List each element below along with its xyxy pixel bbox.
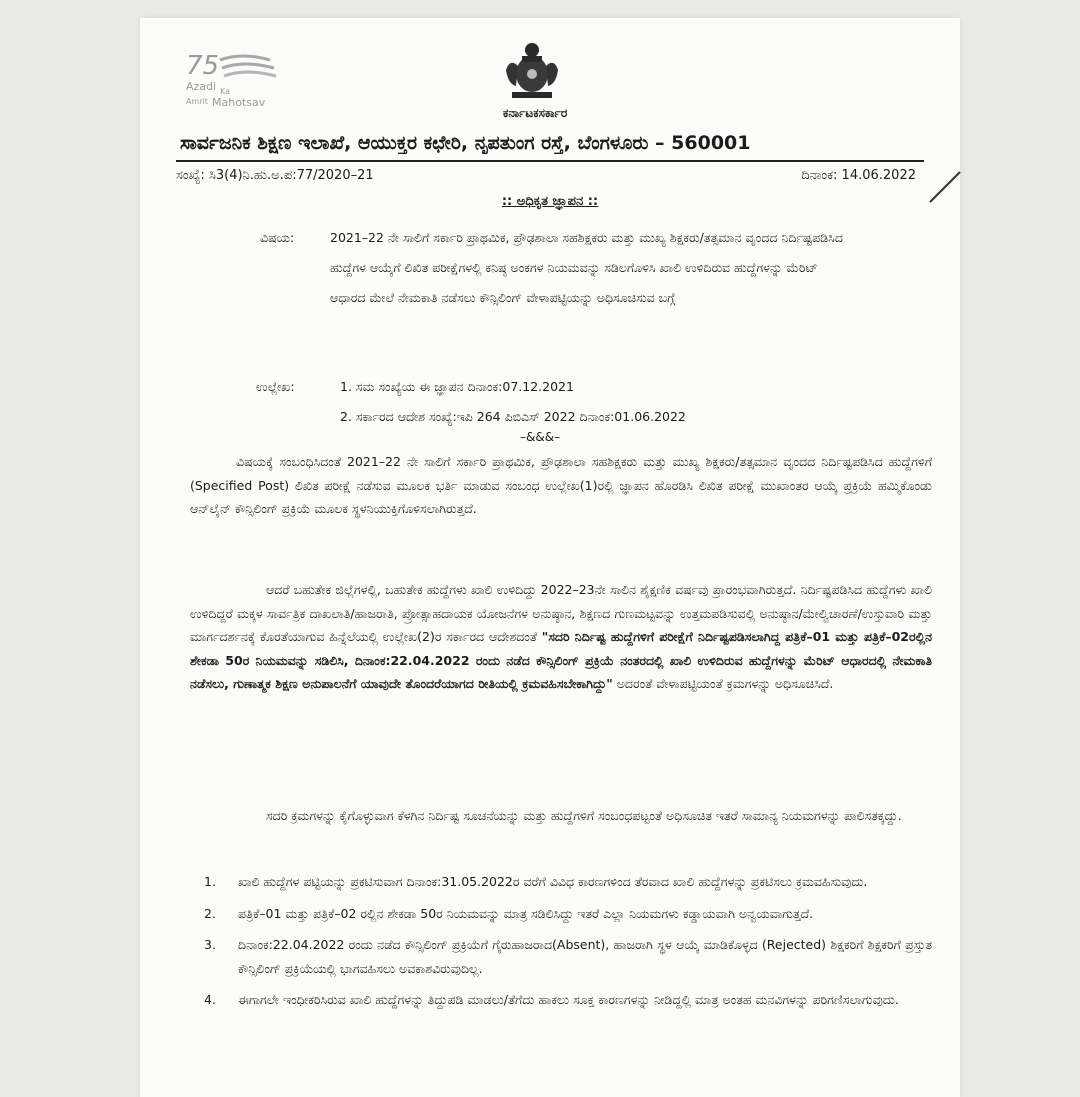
svg-text:Azadi: Azadi xyxy=(186,80,217,93)
reference-1: 1. ಸಮ ಸಂಖ್ಯೆಯ ಈ ಜ್ಞಾಪನ ದಿನಾಂಕ:07.12.2021 xyxy=(340,379,574,394)
paragraph-3: ಸದರಿ ಕ್ರಮಗಳನ್ನು ಕೈಗೊಳ್ಳುವಾಗ ಕೆಳಗಿನ ನಿರ್ದಿಷ್ಟ ಸೂಚನೆಯನ್ನು ಮತ್ತು ಹುದ್ದೆಗಳಿಗೆ ಸಂಬಂಧಪಟ್ಟಂತೆ ಅಧಿಸೂಚಿತ ಇತರೆ ಸಾಮಾನ್ಯ ನಿಯಮಗಳನ್ನು ಪಾಲಿಸತಕ್ಕದ್ದು. xyxy=(266,808,902,823)
list-item: 3. ದಿನಾಂಕ:22.04.2022 ರಂದು ನಡೆದ ಕೌನ್ಸಿಲಿಂಗ್ ಪ್ರಕ್ರಿಯೆಗೆ ಗೈರುಹಾಜರಾದ(Absent), ಹಾಜರಾಗಿ ಸ್ಥಳ ಆಯ್ಕೆ ಮಾಡಿಕೊಳ್ಳದ (Rejected) ಶಿಕ್ಷಕರಿಗೆ ಶಿಕ್ಷಕರಿಗೆ ಪ್ರಸ್ತುತ ಕೌನ್ಸಿಲಿಂಗ್ ಪ್ರಕ್ರಿಯೆಯಲ್ಲಿ ಭಾಗವಹಿಸಲು ಅವಕಾಶವಿರುವುದಿಲ್ಲ. xyxy=(204,937,932,976)
paragraph-1: ವಿಷಯಕ್ಕೆ ಸಂಬಂಧಿಸಿದಂತೆ 2021–22 ನೇ ಸಾಲಿಗೆ ಸರ್ಕಾರಿ ಪ್ರಾಥಮಿಕ, ಪ್ರೌಢಶಾಲಾ ಸಹಶಿಕ್ಷಕರು ಮತ್ತು ಮುಖ್ಯ ಶಿಕ್ಷಕರು/ತತ್ಸಮಾನ ವೃಂದದ ನಿರ್ದಿಷ್ಟಪಡಿಸಿದ ಹುದ್ದೆಗಳಿಗೆ (Specified Post) ಲಿಖಿತ ಪರೀಕ್ಷೆ ನಡೆಸುವ ಮೂಲಕ ಭರ್ತಿ ಮಾಡುವ ಸಂಬಂಧ ಉಲ್ಲೇಖ(1)ರಲ್ಲಿ ಜ್ಞಾಪನ ಹೊರಡಿಸಿ ಲಿಖಿತ ಪರೀಕ್ಷೆ ಮುಖಾಂತರ ಆಯ್ಕೆ ಪ್ರಕ್ರಿಯೆ ಹಮ್ಮಿಕೊಂಡು ಆನ್‌ಲೈನ್ ಕೌನ್ಸಿಲಿಂಗ್ ಪ್ರಕ್ರಿಯೆ ಮೂಲಕ ಸ್ಥಳನಿಯುಕ್ತಿಗೊಳಿಸಲಾಗಿರುತ್ತದೆ. xyxy=(190,454,932,516)
azadi-ka-amrit-mahotsav-logo xyxy=(184,48,304,112)
svg-text:Mahotsav: Mahotsav xyxy=(212,96,266,109)
list-item: 4. ಈಗಾಗಲೇ ಇಂಧೀಕರಿಸಿರುವ ಖಾಲಿ ಹುದ್ದೆಗಳನ್ನು ತಿದ್ದುಪಡಿ ಮಾಡಲು/ತೆಗೆದು ಹಾಕಲು ಸೂಕ್ತ ಕಾರಣಗಳನ್ನು ನೀಡಿದ್ದಲ್ಲಿ ಮಾತ್ರ ಅಂತಹ ಮನವಿಗಳನ್ನು ಪರಿಗಣಿಸಲಾಗುವುದು. xyxy=(204,992,899,1007)
svg-text:Amrit: Amrit xyxy=(186,97,208,106)
pen-tick-mark xyxy=(928,168,962,204)
list-item: 2. ಪತ್ರಿಕೆ–01 ಮತ್ತು ಪತ್ರಿಕೆ–02 ರಲ್ಲಿನ ಶೇಕಡಾ 50ರ ನಿಯಮವನ್ನು ಮಾತ್ರ ಸಡಿಲಿಸಿದ್ದು ಇತರೆ ಎಲ್ಲಾ ನಿಯಮಗಳು ಕಡ್ಡಾಯವಾಗಿ ಅನ್ವಯವಾಗುತ್ತದೆ. xyxy=(204,905,814,921)
memo-page xyxy=(140,18,960,1097)
government-name: ಕರ್ನಾಟಕಸರ್ಕಾರ xyxy=(502,106,568,120)
memo-title: :: ಅಧಿಕೃತ ಜ್ಞಾಪನ :: xyxy=(501,194,599,209)
section-separator: –&&&– xyxy=(520,430,561,444)
subject-block xyxy=(260,223,860,313)
references-block xyxy=(256,372,906,432)
paragraph-2-quoted-order: "ಸದರಿ ನಿರ್ದಿಷ್ಟ ಹುದ್ದೆಗಳಿಗೆ ಪರೀಕ್ಷೆಗೆ ನಿರ್ದಿಷ್ಟಪಡಿಸಲಾಗಿದ್ದ ಪತ್ರಿಕೆ–01 ಮತ್ತು ಪತ್ರಿಕೆ–02ರಲ್ಲಿನ ಶೇಕಡಾ 50ರ ನಿಯಮವನ್ನು ಸಡಿಲಿಸಿ, ದಿನಾಂಕ:22.04.2022 ರಂದು ನಡೆದ ಕೌನ್ಸಿಲಿಂಗ್ ಪ್ರಕ್ರಿಯೆ ನಂತರದಲ್ಲಿ ಖಾಲಿ ಉಳಿದಿರುವ ಹುದ್ದೆಗಳನ್ನು ಮೆರಿಟ್ ಆಧಾರದಲ್ಲಿ ನೇಮಕಾತಿ ನಡೆಸಲು, ಗುಣಾತ್ಮಕ ಶಿಕ್ಷಣ ಅನುಪಾಲನೆಗೆ ಯಾವುದೇ ತೊಂದರೆಯಾಗದ ರೀತಿಯಲ್ಲಿ ಕ್ರಮವಹಿಸಬೇಕಾಗಿದ್ದು" xyxy=(190,629,932,691)
subject-text: 2021–22 ನೇ ಸಾಲಿಗೆ ಸರ್ಕಾರಿ ಪ್ರಾಥಮಿಕ, ಪ್ರೌಢಶಾಲಾ ಸಹಶಿಕ್ಷಕರು ಮತ್ತು ಮುಖ್ಯ ಶಿಕ್ಷಕರು/ತತ್ಸಮಾನ ವೃಂದದ ನಿರ್ದಿಷ್ಟಪಡಿಸಿದ ಹುದ್ದೆಗಳ ಆಯ್ಕೆಗೆ ಲಿಖಿತ ಪರೀಕ್ಷೆಗಳಲ್ಲಿ ಕನಿಷ್ಠ ಅಂಕಗಳ ನಿಯಮವನ್ನು ಸಡಿಲಗೊಳಿಸಿ ಖಾಲಿ ಉಳಿದಿರುವ ಹುದ್ದೆಗಳನ್ನು ಮೆರಿಟ್ ಆಧಾರದ ಮೇಲೆ ನೇಮಕಾತಿ ನಡೆಸಲು ಕೌನ್ಸಿಲಿಂಗ್ ವೇಳಾಪಟ್ಟಿಯನ್ನು ಅಧಿಸೂಚಿಸುವ ಬಗ್ಗೆ xyxy=(330,230,843,305)
karnataka-emblem xyxy=(500,40,564,102)
list-item: 1. ಖಾಲಿ ಹುದ್ದೆಗಳ ಪಟ್ಟಿಯನ್ನು ಪ್ರಕಟಿಸುವಾಗ ದಿನಾಂಕ:31.05.2022ರ ವರೆಗೆ ವಿವಿಧ ಕಾರಣಗಳಿಂದ ತೆರವಾದ ಖಾಲಿ ಹುದ್ದೆಗಳನ್ನು ಪ್ರಕಟಿಸಲು ಕ್ರಮವಹಿಸುವುದು. xyxy=(204,874,868,889)
reference-number: ಸಂಖ್ಯೆ: ಸಿ3(4)ನಿ.ಹು.ಅ.ಪ:77/2020–21 xyxy=(176,168,374,183)
svg-text:75: 75 xyxy=(186,51,220,81)
svg-text:Ka: Ka xyxy=(220,87,231,96)
paragraph-2 xyxy=(190,578,932,696)
paragraph-2-end: ಅದರಂತೆ ವೇಳಾಪಟ್ಟಿಯಂತೆ ಕ್ರಮಗಳನ್ನು ಅಧಿಸೂಚಿಸಿದೆ. xyxy=(612,676,834,691)
memo-date: ದಿನಾಂಕ: 14.06.2022 xyxy=(801,168,916,183)
header-rule xyxy=(176,160,924,162)
references-label: ಉಲ್ಲೇಖ: xyxy=(256,379,295,394)
instructions-list xyxy=(204,870,932,1020)
subject-label: ವಿಷಯ: xyxy=(260,230,295,245)
paragraph-2-intro: ಆದರೆ ಬಹುತೇಕ ಜಿಲ್ಲೆಗಳಲ್ಲಿ, ಬಹುತೇಕ ಹುದ್ದೆಗಳು ಖಾಲಿ ಉಳಿದಿದ್ದು 2022–23ನೇ ಸಾಲಿನ ಶೈಕ್ಷಣಿಕ ವರ್ಷವು ಪ್ರಾರಂಭವಾಗಿರುತ್ತದೆ. ನಿರ್ದಿಷ್ಟಪಡಿಸಿದ ಹುದ್ದೆಗಳು ಖಾಲಿ ಉಳಿದಿದ್ದರೆ ಮಕ್ಕಳ ಸಾರ್ವತ್ರಿಕ ದಾಖಲಾತಿ/ಹಾಜರಾತಿ, ಪ್ರೋತ್ಸಾಹದಾಯಕ ಯೋಜನೆಗಳ ಅನುಷ್ಠಾನ, ಶಿಕ್ಷಣದ ಗುಣಮಟ್ಟವನ್ನು ಉತ್ತಮಪಡಿಸುವಲ್ಲಿ ಅನುಷ್ಠಾನ/ಮೇಲ್ವಿಚಾರಣೆ/ಉಸ್ತುವಾರಿ ಮತ್ತು ಮಾರ್ಗದರ್ಶನಕ್ಕೆ ಕೊರತೆಯಾಗುವ ಹಿನ್ನೆಲೆಯಲ್ಲಿ ಉಲ್ಲೇಖ(2)ರ ಸರ್ಕಾರದ ಆದೇಶದಂತೆ xyxy=(190,582,932,644)
reference-2: 2. ಸರ್ಕಾರದ ಆದೇಶ ಸಂಖ್ಯೆ:ಇಪಿ 264 ಪಿಬಿಎಸ್ 2022 ದಿನಾಂಕ:01.06.2022 xyxy=(340,409,686,424)
department-header: ಸಾರ್ವಜನಿಕ ಶಿಕ್ಷಣ ಇಲಾಖೆ, ಆಯುಕ್ತರ ಕಛೇರಿ, ನೃಪತುಂಗ ರಸ್ತೆ, ಬೆಂಗಳೂರು – 560001 xyxy=(180,132,751,154)
